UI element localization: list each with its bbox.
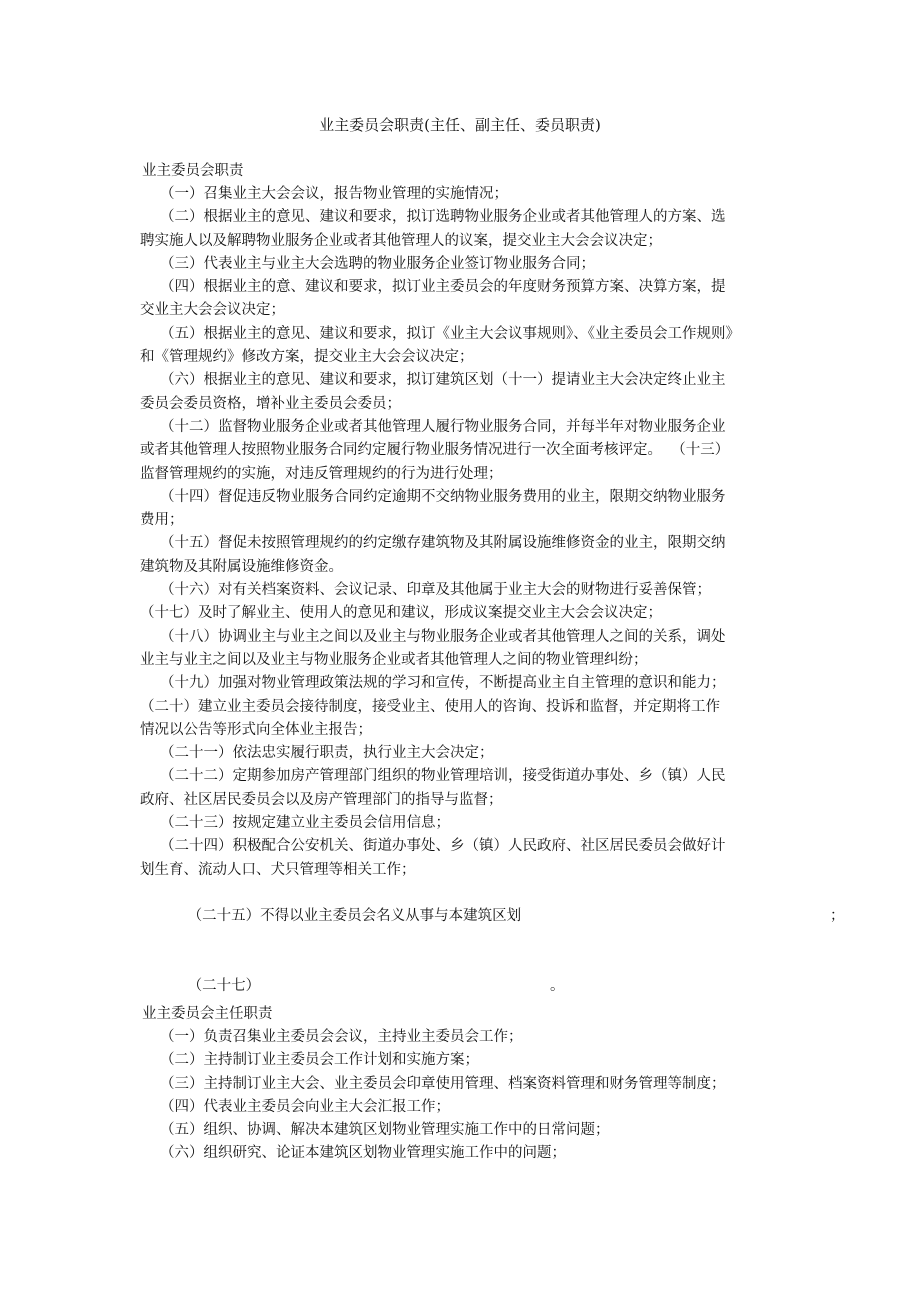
paragraph-line: （三）主持制订业主大会、业主委员会印章使用管理、档案资料管理和财务管理等制度； [160,1075,726,1092]
paragraph-line: （十二）监督物业服务企业或者其他管理人履行物业服务合同，并每半年对物业服务企业 [160,418,726,435]
paragraph-line: （二）主持制订业主委员会工作计划和实施方案； [160,1052,479,1069]
paragraph-line: （三）代表业主与业主大会选聘的物业服务企业签订物业服务合同； [160,255,595,272]
section-body [140,183,780,882]
paragraph-line: 或者其他管理人按照物业服务合同约定履行物业服务情况进行一次全面考核评定。 （十三） [140,442,730,459]
paragraph-line: （二）根据业主的意见、建议和要求，拟订选聘物业服务企业或者其他管理人的方案、选 [160,209,726,226]
paragraph-line: （二十）建立业主委员会接待制度，接受业主、使用人的咨询、投诉和监督，并定期将工作 [140,698,720,715]
paragraph-line: 和《管理规约》修改方案，提交业主大会会议决定； [140,349,474,366]
paragraph-line: 业主与业主之间以及业主与物业服务企业或者其他管理人之间的物业管理纠纷； [140,651,648,668]
paragraph-line: 交业主大会会议决定； [140,302,285,319]
item-27-end: 。 [550,978,565,995]
paragraph-line: 监督管理规约的实施，对违反管理规约的行为进行处理； [140,465,503,482]
section-heading: 业主委员会职责 [142,163,244,179]
item-25-end: ； [830,908,845,925]
paragraph-line: （六）根据业主的意见、建议和要求，拟订建筑区划（十一）提请业主大会决定终止业主 [160,372,726,389]
paragraph-line: （四）根据业主的意、建议和要求，拟订业主委员会的年度财务预算方案、决算方案，提 [160,279,726,296]
paragraph-line: （二十三）按规定建立业主委员会信用信息； [160,815,450,832]
paragraph-line: （二十二）定期参加房产管理部门组织的物业管理培训，接受街道办事处、乡（镇）人民 [160,768,726,785]
paragraph-line: （十七）及时了解业主、使用人的意见和建议，形成议案提交业主大会会议决定； [140,605,662,622]
paragraph-line: （二十四）积极配合公安机关、街道办事处、乡（镇）人民政府、社区居民委员会做好计 [160,838,726,855]
paragraph-line: （十九）加强对物业管理政策法规的学习和宣传，不断提高业主自主管理的意识和能力； [160,675,726,692]
paragraph-line: （四）代表业主委员会向业主大会汇报工作； [160,1098,450,1115]
paragraph-line: （十六）对有关档案资料、会议记录、印章及其他属于业主大会的财物进行妥善保管； [160,582,711,599]
document-title: 业主委员会职责(主任、副主任、委员职责) [319,116,601,134]
paragraph-line: 聘实施人以及解聘物业服务企业或者其他管理人的议案，提交业主大会会议决定； [140,232,662,249]
paragraph-line: （十四）督促违反物业服务合同约定逾期不交纳物业服务费用的业主，限期交纳物业服务 [160,488,726,505]
paragraph-line: 情况以公告等形式向全体业主报告； [140,721,372,738]
section-body [140,1026,780,1166]
paragraph-line: （一）负责召集业主委员会会议，主持业主委员会工作； [160,1029,523,1045]
paragraph-line: 委员会委员资格，增补业主委员会委员； [140,395,401,412]
item-27-text: （二十七） [187,978,261,995]
paragraph-line: （十五）督促未按照管理规约的约定缴存建筑物及其附属设施维修资金的业主，限期交纳 [160,535,726,552]
paragraph-line: （六）组织研究、论证本建筑区划物业管理实施工作中的问题； [160,1145,566,1162]
section-chairman-duties [140,1003,780,1166]
paragraph-line: （二十一）依法忠实履行职责，执行业主大会决定； [160,745,494,762]
section-committee-duties [140,160,845,1022]
item-25-text: （二十五）不得以业主委员会名义从事与本建筑区划 [187,908,522,925]
paragraph-line: （一）召集业主大会会议，报告物业管理的实施情况； [160,186,508,202]
paragraph-line: 建筑物及其附属设施维修资金。 [140,558,343,575]
section-heading: 业主委员会主任职责 [142,1006,273,1022]
paragraph-line: （五）组织、协调、解决本建筑区划物业管理实施工作中的日常问题； [160,1122,610,1139]
paragraph-line: 费用； [140,512,184,529]
paragraph-line: 划生育、流动人口、犬只管理等相关工作； [140,861,416,878]
paragraph-line: 政府、社区居民委员会以及房产管理部门的指导与监督； [140,791,503,808]
paragraph-line: （五）根据业主的意见、建议和要求，拟订《业主大会议事规则》、《业主委员会工作规则》 [160,325,740,342]
paragraph-line [140,882,845,952]
paragraph-line: （十八）协调业主与业主之间以及业主与物业服务企业或者其他管理人之间的关系，调处 [160,628,726,645]
